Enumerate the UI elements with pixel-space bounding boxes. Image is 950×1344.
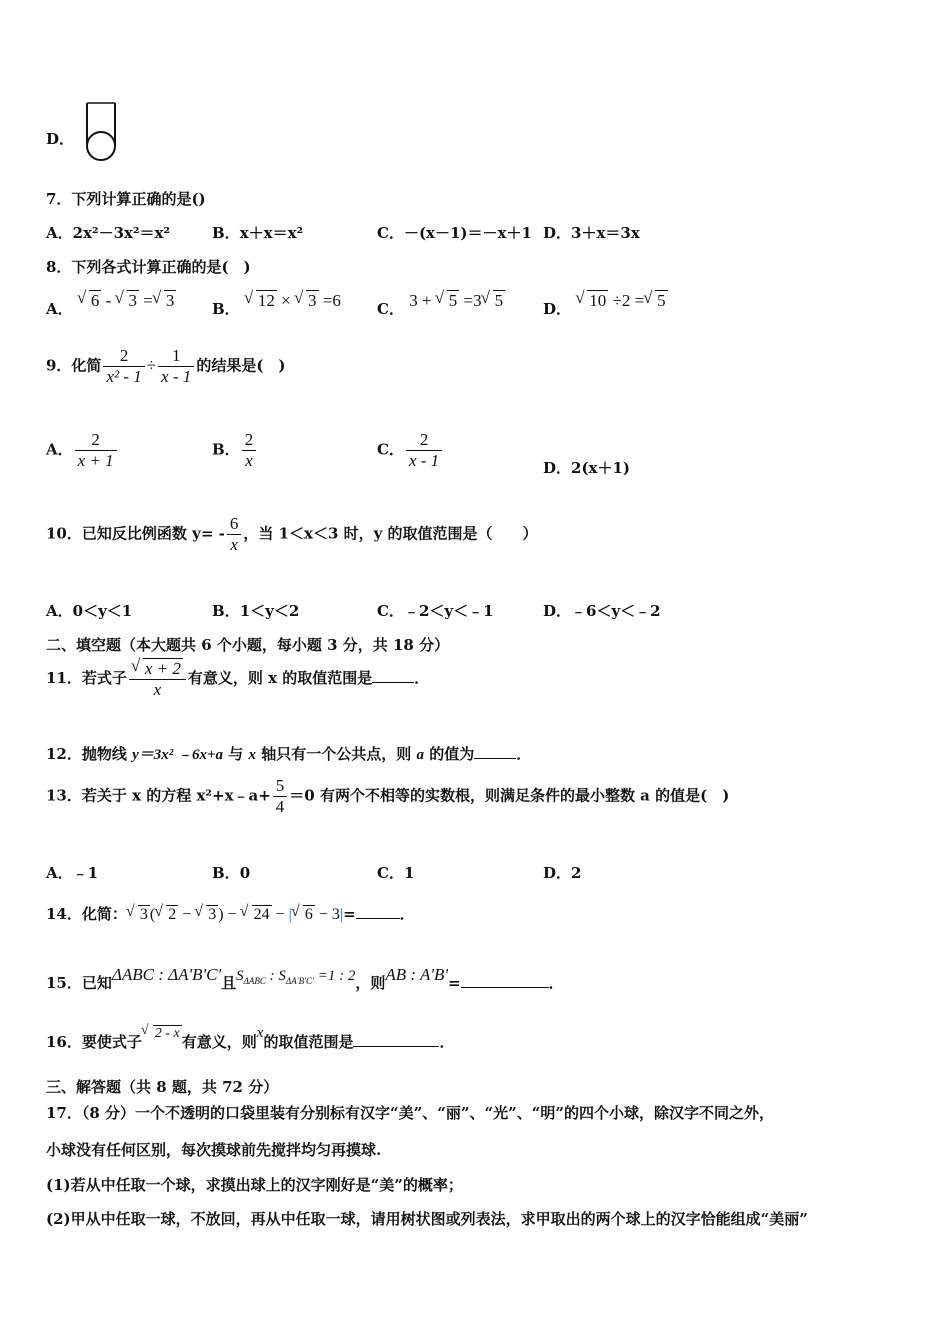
operand: 3 + <box>409 291 436 310</box>
q13-option-b <box>212 862 250 883</box>
q8-option-c <box>377 290 505 318</box>
radicand: x + 2 <box>144 659 181 678</box>
area-ratio <box>236 968 355 984</box>
q14-stem <box>46 903 415 924</box>
option-text: 3＋x＝3x <box>571 224 640 242</box>
denominator: x - 1 <box>406 450 442 471</box>
q17-line-2: 小球没有任何区别，每次摸球前先搅拌均匀再摸球. <box>46 1141 382 1159</box>
option-label: A． <box>46 602 73 620</box>
variable: x <box>256 1025 264 1041</box>
option-text: 2(x＋1) <box>571 459 631 477</box>
option-text: 2x²－3x²＝x² <box>72 224 171 242</box>
option-label: A． <box>46 440 73 459</box>
option-label: B． <box>212 440 240 459</box>
option-label: B． <box>212 602 240 620</box>
stem-text: 14．化简： <box>46 905 127 923</box>
q9-option-c <box>377 430 444 471</box>
stem-text: 有意义，则 x 的取值范围是 <box>187 669 373 687</box>
option-label: D． <box>543 224 572 242</box>
radicand: 2 - x <box>154 1026 180 1041</box>
q9-stem <box>46 346 286 387</box>
q7-option-b <box>212 222 303 243</box>
area-symbol: S <box>236 968 244 984</box>
answer-blank[interactable] <box>356 918 400 919</box>
variable: x <box>248 747 257 763</box>
answer-blank[interactable] <box>353 1030 439 1047</box>
numerator: 2 <box>244 430 254 449</box>
ratio-expression: AB : A'B' <box>385 965 449 984</box>
variable: a <box>416 747 424 763</box>
q8-stem: 8．下列各式计算正确的是( ) <box>46 258 251 276</box>
similarity-expression: ΔABC : ΔA'B'C' <box>111 965 222 984</box>
stem-text: = <box>343 905 356 923</box>
operator: : <box>265 968 279 984</box>
operator: =6 <box>318 291 341 310</box>
fraction <box>273 776 288 817</box>
stem-text: 与 <box>223 745 249 763</box>
operator: ÷2 = <box>608 291 645 310</box>
equation: y＝3x² ﹣6x+a <box>132 747 224 763</box>
option-label: C． <box>377 602 404 620</box>
subscript: ΔA'B'C' <box>285 976 314 986</box>
option-label: B． <box>212 300 240 318</box>
stem-text: 16．要使式子 <box>46 1033 142 1051</box>
option-label: C． <box>377 300 404 318</box>
radicand: 24 <box>253 906 270 923</box>
q6-option-d <box>46 128 74 149</box>
stem-text: 有意义，则 <box>181 1033 257 1051</box>
q13-option-a <box>46 862 98 883</box>
fraction <box>75 430 117 471</box>
option-label: D． <box>46 130 75 148</box>
stem-text: 且 <box>221 974 237 992</box>
option-label: C． <box>377 224 404 242</box>
q15-stem <box>46 963 564 992</box>
q10-option-c <box>377 600 494 621</box>
section-2-heading: 二、填空题（本大题共 6 个小题，每小题 3 分，共 18 分） <box>46 636 450 654</box>
denominator: x <box>227 534 242 555</box>
q10-option-d <box>543 600 661 621</box>
fraction <box>158 346 194 387</box>
stem-text: 的值为 <box>423 745 475 763</box>
stem-text: 的结果是( ) <box>196 356 286 375</box>
option-label: A． <box>46 224 73 242</box>
stem-text: ． <box>414 669 430 687</box>
numerator: 1 <box>171 346 181 365</box>
numerator: 2 <box>91 430 100 449</box>
option-label: A． <box>46 864 73 882</box>
stem-text: 15．已知 <box>46 974 112 992</box>
section-3-heading: 三、解答题（共 8 题，共 72 分） <box>46 1078 279 1096</box>
q8-option-b <box>212 290 341 318</box>
radicand: 10 <box>589 291 607 310</box>
stem-text: ． <box>548 974 564 992</box>
q13-stem <box>46 776 729 817</box>
q8-option-d <box>543 290 668 318</box>
q9-option-a <box>46 430 119 471</box>
fraction <box>242 430 257 471</box>
answer-blank[interactable] <box>474 758 516 759</box>
option-label: B． <box>212 224 240 242</box>
fraction <box>103 346 144 387</box>
option-label: D． <box>543 459 572 477</box>
stem-text: 11．若式子 <box>46 669 127 687</box>
stem-text: ． <box>516 745 532 763</box>
option-label: B． <box>212 864 240 882</box>
stem-text: ． <box>399 905 415 923</box>
stem-text: 轴只有一个公共点，则 <box>256 745 417 763</box>
option-text: 0 <box>239 864 251 882</box>
q10-option-a <box>46 600 132 621</box>
option-text: 2 <box>571 864 582 882</box>
denominator: 4 <box>273 796 288 817</box>
q7-option-c <box>377 222 532 243</box>
q9-option-d <box>543 457 630 478</box>
denominator: x <box>129 679 186 700</box>
operator: × <box>276 291 296 310</box>
stem-text: 12．抛物线 <box>46 745 133 763</box>
radicand: 6 <box>90 291 100 310</box>
q13-option-d <box>543 862 581 883</box>
operator: − <box>271 906 289 923</box>
stem-text: 13．若关于 x 的方程 x²+x﹣a+ <box>46 786 271 805</box>
stem-text: = <box>448 974 461 992</box>
q11-stem <box>46 658 429 700</box>
area-symbol: S <box>278 968 286 984</box>
q10-stem <box>46 514 538 555</box>
fraction <box>227 514 242 555</box>
option-label: C． <box>377 864 404 882</box>
operator: - <box>101 291 116 310</box>
fraction <box>406 430 442 471</box>
stem-text: 的取值范围是 <box>263 1033 354 1051</box>
operator: − <box>223 906 241 923</box>
q16-stem <box>46 1020 455 1051</box>
option-text: ﹣6＜y＜﹣2 <box>571 602 661 620</box>
option-text: ﹣1 <box>72 864 99 882</box>
option-text: ﹣2＜y＜﹣1 <box>403 602 494 620</box>
fraction <box>129 658 186 700</box>
q8-option-a <box>46 290 176 318</box>
q13-option-c <box>377 862 414 883</box>
option-label: D． <box>543 864 572 882</box>
expression: √ 3 (√ 2 − √ 3 ) − √ 24 − |√ 6 − 3| <box>127 906 343 923</box>
q17-part-1: (1)若从中任取一个球，求摸出球上的汉字刚好是“美”的概率； <box>46 1176 463 1194</box>
stem-text: ，当 1＜x＜3 时，y 的取值范围是（ ） <box>243 524 538 543</box>
option-text: 0＜y＜1 <box>72 602 133 620</box>
q10-option-b <box>212 600 299 621</box>
radicand: 5 <box>657 291 666 310</box>
radicand: 3 <box>208 906 217 923</box>
operator: =3 <box>459 291 482 310</box>
ratio-value: =1 : 2 <box>313 968 356 984</box>
denominator: x² - 1 <box>103 366 144 387</box>
option-label: C． <box>377 440 404 459</box>
radicand: 6 <box>304 906 313 923</box>
radicand: 12 <box>257 291 275 310</box>
numerator: 5 <box>275 776 285 795</box>
radicand: 3 <box>128 291 138 310</box>
stem-text: 10．已知反比例函数 y= - <box>46 524 225 543</box>
numerator: 6 <box>229 514 239 533</box>
denominator: x <box>242 450 257 471</box>
option-text: x＋x＝x² <box>239 224 304 242</box>
q17-part-2: (2)甲从中任取一球，不放回，再从中任取一球，请用树状图或列表法，求甲取出的两个球上的汉字恰能组成“美丽” <box>46 1210 808 1228</box>
operator: = <box>139 291 153 310</box>
stem-text: ＝0 有两个不相等的实数根，则满足条件的最小整数 a 的值是( ) <box>289 786 730 805</box>
operator: − 3 <box>314 906 340 923</box>
option-label: D． <box>543 602 572 620</box>
operator: − <box>178 906 196 923</box>
radicand: 3 <box>165 291 175 310</box>
operator: ÷ <box>146 355 157 375</box>
q17-line-1: 17．（8 分）一个不透明的口袋里装有分别标有汉字“美”、“丽”、“光”、“明”的四个小球，除汉字不同之外， <box>46 1104 775 1122</box>
radicand: 3 <box>139 906 148 923</box>
option-text: 1＜y＜2 <box>239 602 300 620</box>
option-label: D． <box>543 300 572 318</box>
radicand: 3 <box>308 291 317 310</box>
stem-text: ． <box>439 1033 455 1051</box>
q12-stem <box>46 743 531 764</box>
answer-blank[interactable] <box>372 682 414 683</box>
stem-text: 9．化简 <box>46 356 102 375</box>
q7-stem: 7．下列计算正确的是() <box>46 190 206 208</box>
q7-option-a <box>46 222 170 243</box>
q7-option-d <box>543 222 640 243</box>
cylinder-figure <box>83 100 119 164</box>
answer-blank[interactable] <box>461 971 549 988</box>
radicand: 5 <box>448 291 458 310</box>
option-label: A． <box>46 300 73 318</box>
stem-text: ，则 <box>355 974 386 992</box>
option-text: －(x－1)＝－x＋1 <box>403 224 532 242</box>
denominator: x - 1 <box>158 366 194 387</box>
radicand: 5 <box>494 291 504 310</box>
numerator: 2 <box>419 430 429 449</box>
q9-option-b <box>212 430 258 471</box>
numerator: 2 <box>119 346 129 365</box>
denominator: x + 1 <box>75 450 117 471</box>
radicand: 2 <box>168 906 177 923</box>
option-text: 1 <box>403 864 415 882</box>
subscript: ΔABC <box>243 976 266 986</box>
